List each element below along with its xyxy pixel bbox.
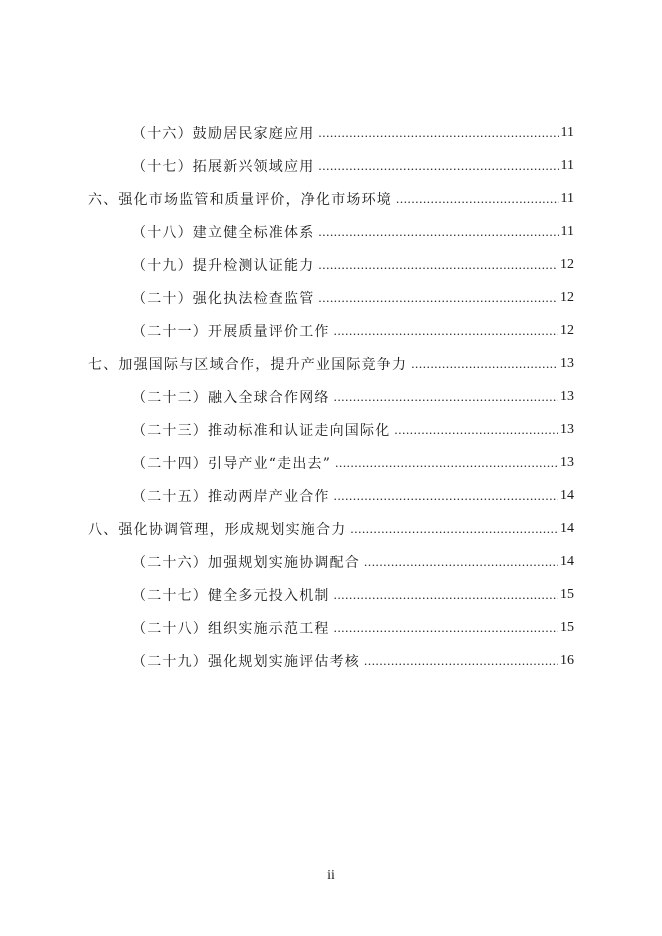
toc-dot-leader — [334, 390, 558, 404]
toc-entry-page-number: 12 — [560, 322, 574, 338]
toc-entry-page-number: 12 — [560, 256, 574, 272]
toc-entry-title: （二十六）加强规划实施协调配合 — [132, 554, 360, 571]
toc-subsection-entry[interactable] — [88, 215, 574, 248]
toc-dot-leader — [334, 489, 558, 503]
toc-subsection-entry[interactable] — [88, 248, 574, 281]
toc-entry-page-number: 11 — [560, 157, 574, 173]
toc-entry-title: （十八）建立健全标准体系 — [132, 224, 315, 241]
toc-subsection-entry[interactable] — [88, 116, 574, 149]
toc-subsection-entry[interactable] — [88, 479, 574, 512]
toc-entry-page-number: 16 — [560, 652, 574, 668]
toc-dot-leader — [411, 357, 558, 371]
toc-section-entry[interactable] — [88, 512, 574, 545]
toc-subsection-entry[interactable] — [88, 149, 574, 182]
toc-subsection-entry[interactable] — [88, 578, 574, 611]
toc-entry-title: （二十三）推动标准和认证走向国际化 — [132, 422, 391, 439]
toc-entry-page-number: 13 — [560, 388, 574, 404]
toc-section-entry[interactable] — [88, 182, 574, 215]
toc-dot-leader — [334, 621, 558, 635]
toc-dot-leader — [334, 324, 558, 338]
toc-entry-title: 七、加强国际与区域合作，提升产业国际竞争力 — [88, 356, 408, 373]
toc-entry-page-number: 15 — [560, 619, 574, 635]
toc-subsection-entry[interactable] — [88, 281, 574, 314]
toc-entry-page-number: 13 — [560, 454, 574, 470]
toc-dot-leader — [318, 159, 558, 173]
toc-entry-title: （二十）强化执法检查监管 — [132, 290, 315, 307]
toc-dot-leader — [396, 192, 559, 206]
toc-entry-title: （二十一）开展质量评价工作 — [132, 323, 330, 340]
toc-dot-leader — [350, 522, 558, 536]
toc-dot-leader — [318, 291, 558, 305]
toc-subsection-entry[interactable] — [88, 314, 574, 347]
toc-entry-title: （二十五）推动两岸产业合作 — [132, 488, 330, 505]
toc-entry-page-number: 14 — [560, 520, 574, 536]
toc-entry-title: （二十八）组织实施示范工程 — [132, 620, 330, 637]
toc-entry-title: （十九）提升检测认证能力 — [132, 257, 315, 274]
table-of-contents — [88, 116, 574, 677]
toc-dot-leader — [318, 258, 558, 272]
toc-entry-page-number: 11 — [560, 223, 574, 239]
toc-subsection-entry[interactable] — [88, 446, 574, 479]
toc-dot-leader — [335, 456, 558, 470]
toc-entry-title: 六、强化市场监管和质量评价，净化市场环境 — [88, 191, 392, 208]
page-number: ii — [327, 868, 335, 883]
toc-entry-title: （十六）鼓励居民家庭应用 — [132, 125, 315, 142]
toc-entry-page-number: 13 — [560, 355, 574, 371]
toc-subsection-entry[interactable] — [88, 644, 574, 677]
toc-subsection-entry[interactable] — [88, 545, 574, 578]
toc-entry-page-number: 14 — [560, 553, 574, 569]
toc-dot-leader — [364, 555, 558, 569]
toc-entry-page-number: 11 — [560, 190, 574, 206]
toc-entry-page-number: 11 — [560, 124, 574, 140]
toc-dot-leader — [318, 225, 558, 239]
toc-entry-page-number: 14 — [560, 487, 574, 503]
toc-dot-leader — [318, 126, 558, 140]
toc-entry-title: （二十二）融入全球合作网络 — [132, 389, 330, 406]
toc-subsection-entry[interactable] — [88, 413, 574, 446]
toc-subsection-entry[interactable] — [88, 611, 574, 644]
toc-entry-title: （二十四）引导产业“走出去” — [132, 455, 332, 472]
toc-dot-leader — [334, 588, 558, 602]
toc-entry-title: （二十七）健全多元投入机制 — [132, 587, 330, 604]
toc-dot-leader — [364, 654, 558, 668]
toc-subsection-entry[interactable] — [88, 380, 574, 413]
toc-entry-title: （十七）拓展新兴领域应用 — [132, 158, 315, 175]
toc-dot-leader — [394, 423, 558, 437]
toc-entry-page-number: 13 — [560, 421, 574, 437]
toc-entry-page-number: 12 — [560, 289, 574, 305]
toc-entry-title: （二十九）强化规划实施评估考核 — [132, 653, 360, 670]
toc-section-entry[interactable] — [88, 347, 574, 380]
toc-entry-page-number: 15 — [560, 586, 574, 602]
toc-entry-title: 八、强化协调管理，形成规划实施合力 — [88, 521, 347, 538]
